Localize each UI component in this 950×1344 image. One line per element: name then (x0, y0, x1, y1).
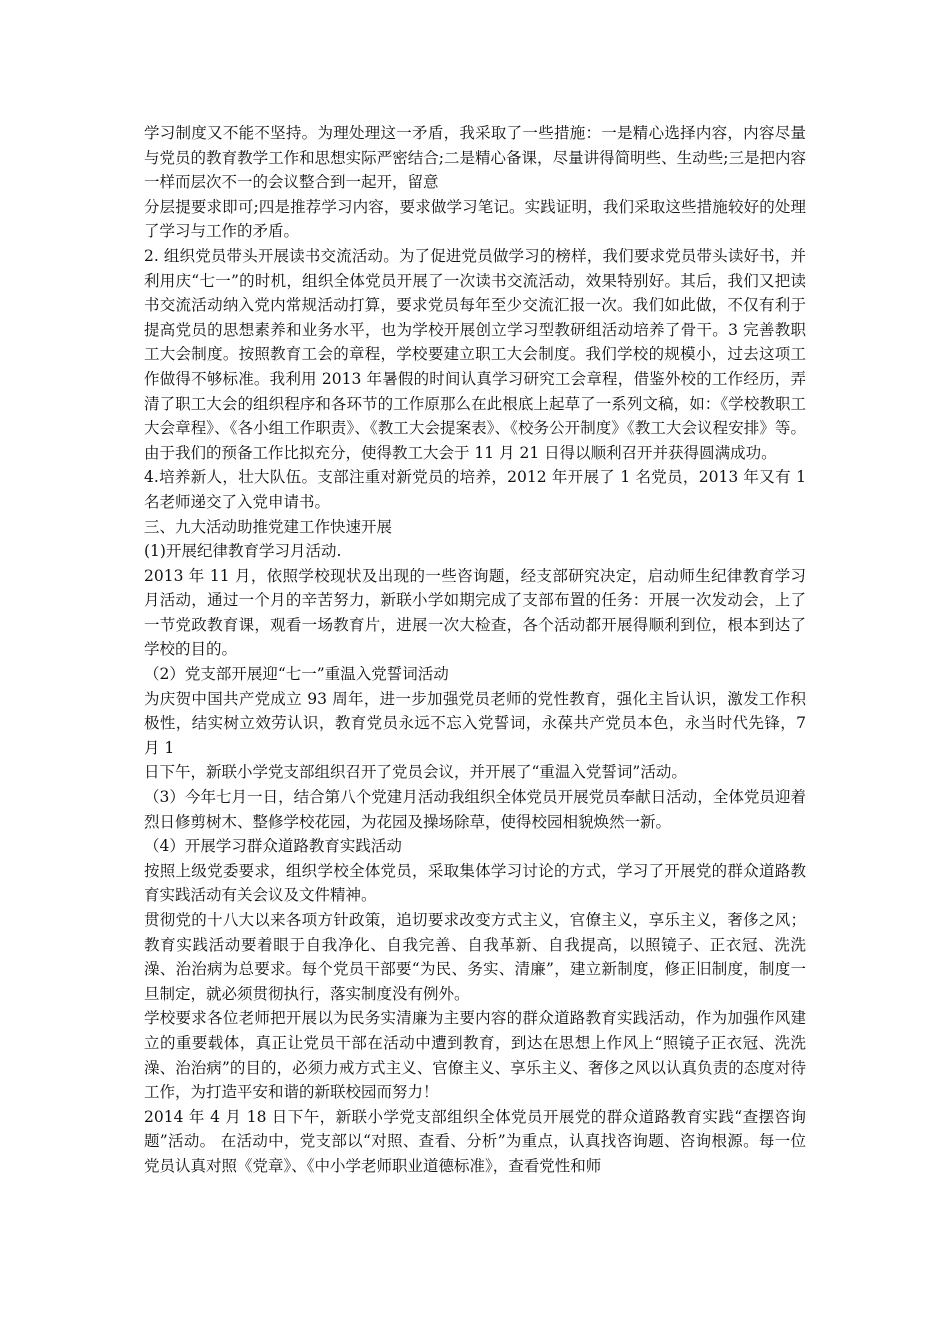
subsection-heading: （4）开展学习群众道路教育实践活动 (144, 837, 402, 856)
paragraph: 为庆贺中国共产党成立 93 周年，进一步加强党员老师的党性教育，强化主旨认识，激发工作积极性，结实树立效劳认识，教育党员永远不忘入党誓词，永葆共产党员本色，永当时代先锋，7 月 1 (144, 689, 806, 757)
subsection-heading: (1)开展纪律教育学习月活动. (144, 542, 342, 561)
paragraph: 4.培养新人，壮大队伍。支部注重对新党员的培养，2012 年开展了 1 名党员，2013 年又有 1 名老师递交了入党申请书。 (144, 468, 806, 511)
paragraph: 2013 年 11 月，依照学校现状及出现的一些咨询题，经支部研究决定，启动师生纪律教育学习月活动，通过一个月的辛苦努力，新联小学如期完成了支部布置的任务：开展一次发动会，上了一节党政教育课，观看一场教育片，进展一次大检查，各个活动都开展得顺利到位，根本到达了学校的目的。 (144, 566, 806, 659)
paragraph: 分层提要求即可;四是推荐学习内容，要求做学习笔记。实践证明，我们采取这些措施较好的处理了学习与工作的矛盾。 (144, 197, 806, 241)
paragraph: 按照上级党委要求，组织学校全体党员，采取集体学习讨论的方式，学习了开展党的群众道路教育实践活动有关会议及文件精神。 (144, 861, 806, 905)
paragraph: 贯彻党的十八大以来各项方针政策，追切要求改变方式主义，官僚主义，享乐主义，奢侈之风；教育实践活动要着眼于自我净化、自我完善、自我革新、自我提高，以照镜子、正衣冠、洗洗澡、治治病为总要求。每个党员干部要“为民、务实、清廉”，建立新制度，修正旧制度，制度一旦制定，就必须贯彻执行，落实制度没有例外。 (144, 911, 806, 1003)
paragraph: 学习制度又不能不坚持。为理处理这一矛盾，我采取了一些措施：一是精心选择内容，内容尽量与党员的教育教学工作和思想实际严密结合;二是精心备课，尽量讲得简明些、生动些;三是把内容一样而层次不一的会议整合到一起开，留意 (144, 124, 806, 192)
paragraph: （3）今年七月一日，结合第八个党建月活动我组织全体党员开展党员奉献日活动，全体党员迎着烈日修剪树木、整修学校花园，为花园及操场除草，使得校园相貌焕然一新。 (144, 788, 806, 831)
paragraph: 日下午，新联小学党支部组织召开了党员会议，并开展了“重温入党誓词”活动。 (144, 763, 687, 782)
subsection-heading: （2）党支部开展迎“七一”重温入党誓词活动 (144, 665, 449, 684)
document-body (144, 121, 806, 1179)
paragraph: 学校要求各位老师把开展以为民务实清廉为主要内容的群众道路教育实践活动，作为加强作风建立的重要载体，真正让党员干部在活动中遭到教育，到达在思想上作风上“照镜子正衣冠、洗洗澡、治治病”的目的，必须力戒方式主义、官僚主义、享乐主义、奢侈之风以认真负责的态度对待工作，为打造平安和谐的新联校园而努力！ (144, 1009, 806, 1102)
paragraph: 2. 组织党员带头开展读书交流活动。为了促进党员做学习的榜样，我们要求党员带头读好书，并利用庆“七一”的时机，组织全体党员开展了一次读书交流活动，效果特别好。其后，我们又把读书交流活动纳入党内常规活动打算，要求党员每年至少交流汇报一次。我们如此做，不仅有利于提高党员的思想素养和业务水平，也为学校开展创立学习型教研组活动培养了骨干。3 完善教职工大会制度。按照教育工会的章程，学校要建立职工大会制度。我们学校的规模小，过去这项工作做得不够标准。我利用 2013 年暑假的时间认真学习研究工会章程，借鉴外校的工作经历，弄清了职工大会的组织程序和各环节的工作原那么在此根底上起草了一系列文稿，如：《学校教职工大会章程》、《各小组工作职责》、《教工大会提案表》、《校务公开制度》《教工大会议程安排》等。由于我们的预备工作比拟充分，使得教工大会于 11 月 21 日得以顺利召开并获得圆满成功。 (144, 246, 806, 462)
section-heading: 三、九大活动助推党建工作快速开展 (144, 517, 393, 536)
paragraph: 2014 年 4 月 18 日下午，新联小学党支部组织全体党员开展党的群众道路教育实践“查摆咨询题”活动。 在活动中，党支部以“对照、查看、分析”为重点，认真找咨询题、咨询根源。每一位党员认真对照《党章》、《中小学老师职业道德标准》，查看党性和师 (144, 1107, 806, 1175)
